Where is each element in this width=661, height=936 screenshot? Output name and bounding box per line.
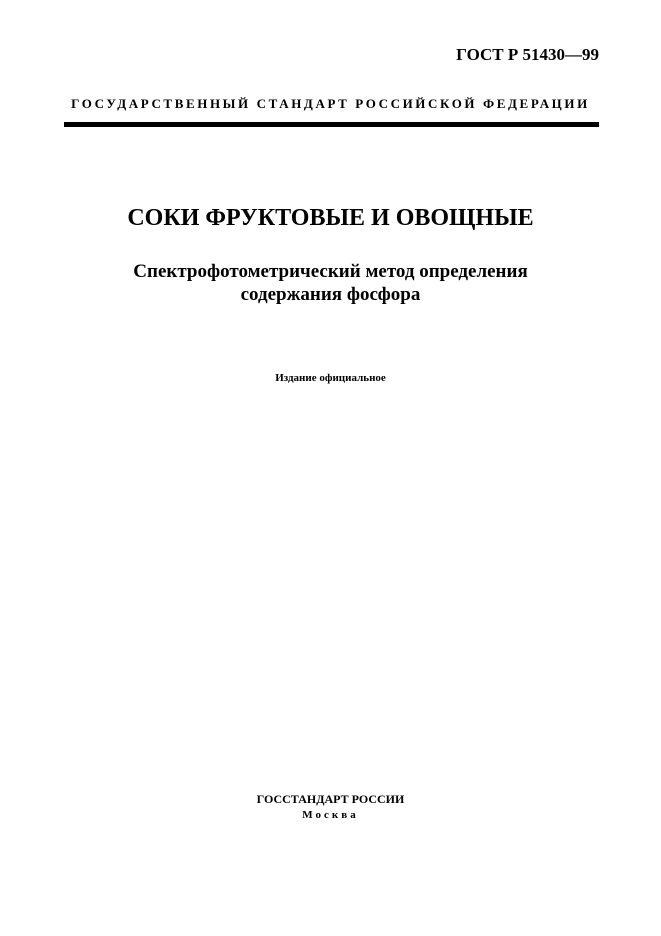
organization-header: ГОСУДАРСТВЕННЫЙ СТАНДАРТ РОССИЙСКОЙ ФЕДЕРАЦИИ <box>71 96 590 111</box>
publisher: ГОССТАНДАРТ РОССИИ <box>256 792 405 806</box>
subtitle-line-1: Спектрофотометрический метод определения <box>133 261 528 282</box>
subtitle-line-2: содержания фосфора <box>240 284 421 305</box>
document-number: ГОСТ Р 51430—99 <box>456 45 599 64</box>
subtitle <box>0 260 661 306</box>
main-title: СОКИ ФРУКТОВЫЕ И ОВОЩНЫЕ <box>127 205 534 231</box>
publication-city: Москва <box>302 809 359 821</box>
edition-note: Издание официальное <box>275 372 386 384</box>
header-rule <box>64 122 599 127</box>
